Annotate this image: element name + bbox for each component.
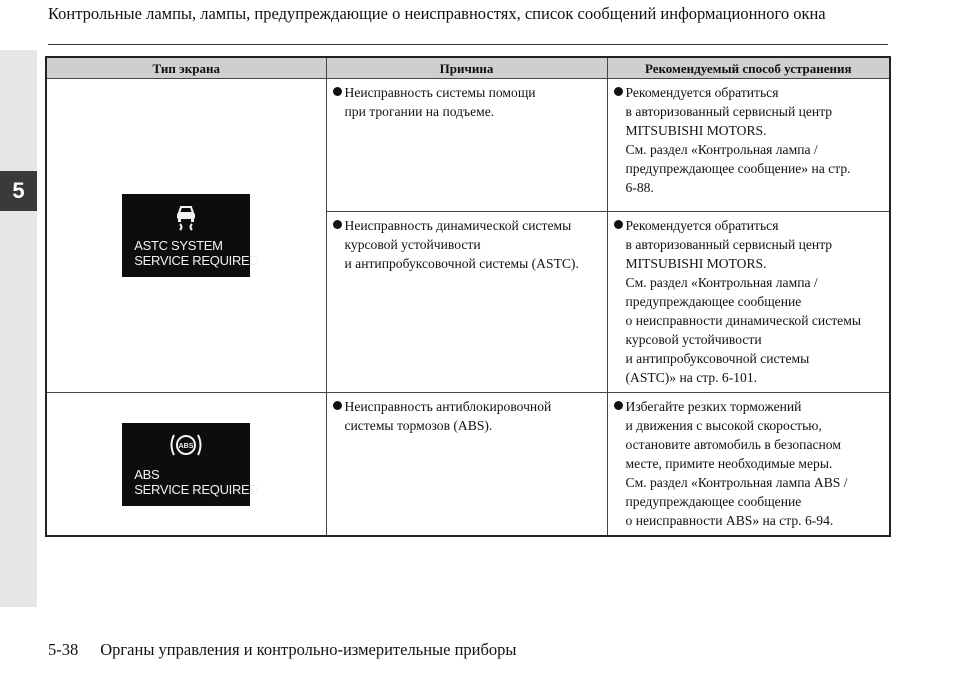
column-header-screen-type: Тип экрана	[46, 57, 326, 79]
screen-cell-abs	[46, 393, 326, 537]
cause-text: Неисправность антиблокировочной системы тормозов (ABS).	[344, 399, 552, 433]
table-row	[46, 79, 890, 212]
remedy-text: Рекомендуется обратиться в авторизованный сервисный центр MITSUBISHI MOTORS. См. раздел «Контрольная лампа / предупреждающее сообщение о неисправности динамической системы курсовой устойчивости и антипробуксовочной системы (ASTC)» на стр. 6-101.	[625, 218, 861, 385]
bullet-icon	[614, 87, 623, 96]
astc-screen-line1: ASTC SYSTEM	[134, 238, 223, 253]
cause-text: Неисправность динамической системы курсовой устойчивости и антипробуксовочной системы (ASTC).	[344, 218, 579, 271]
chapter-number-tab: 5	[0, 171, 37, 211]
bullet-icon	[614, 401, 623, 410]
bullet-icon	[333, 220, 342, 229]
remedy-cell	[607, 393, 890, 537]
bullet-icon	[333, 87, 342, 96]
footer-section-title: Органы управления и контрольно-измерительные приборы	[100, 640, 517, 659]
astc-display-screen	[122, 194, 259, 277]
chapter-side-tab	[0, 50, 37, 607]
bullet-icon	[614, 220, 623, 229]
remedy-text: Избегайте резких торможений и движения с высокой скоростью, остановите автомобиль в безопасном месте, примите необходимые меры. См. раздел «Контрольная лампа ABS / предупреждающее сообщение о неисправности ABS» на стр. 6-94.	[625, 399, 848, 528]
abs-screen-line1: ABS	[134, 466, 160, 482]
cause-text: Неисправность системы помощи при трогании на подъеме.	[344, 85, 536, 119]
cause-cell	[326, 79, 607, 212]
page-number: 5-38	[48, 640, 79, 659]
cause-cell	[326, 212, 607, 393]
column-header-cause: Причина	[326, 57, 607, 79]
table-row	[46, 393, 890, 537]
column-header-remedy: Рекомендуемый способ устранения	[607, 57, 890, 79]
running-header: Контрольные лампы, лампы, предупреждающие о неисправностях, список сообщений информационного окна	[48, 4, 826, 23]
remedy-cell	[607, 79, 890, 212]
remedy-cell	[607, 212, 890, 393]
screen-cell-astc	[46, 79, 326, 393]
cause-cell	[326, 393, 607, 537]
table-header-row	[46, 57, 890, 79]
header-divider	[48, 44, 888, 45]
astc-screen-line2: SERVICE REQUIRED	[134, 253, 259, 268]
skid-car-icon	[171, 201, 201, 231]
abs-icon	[166, 429, 206, 461]
abs-screen-line2: SERVICE REQUIRED	[134, 481, 259, 497]
remedy-text: Рекомендуется обратиться в авторизованный сервисный центр MITSUBISHI MOTORS. См. раздел «Контрольная лампа / предупреждающее сообщение» на стр. 6-88.	[625, 85, 851, 195]
abs-icon-label: ABS	[178, 442, 194, 450]
bullet-icon	[333, 401, 342, 410]
page-footer	[48, 640, 516, 660]
abs-display-screen	[122, 423, 259, 506]
message-table	[45, 56, 891, 537]
